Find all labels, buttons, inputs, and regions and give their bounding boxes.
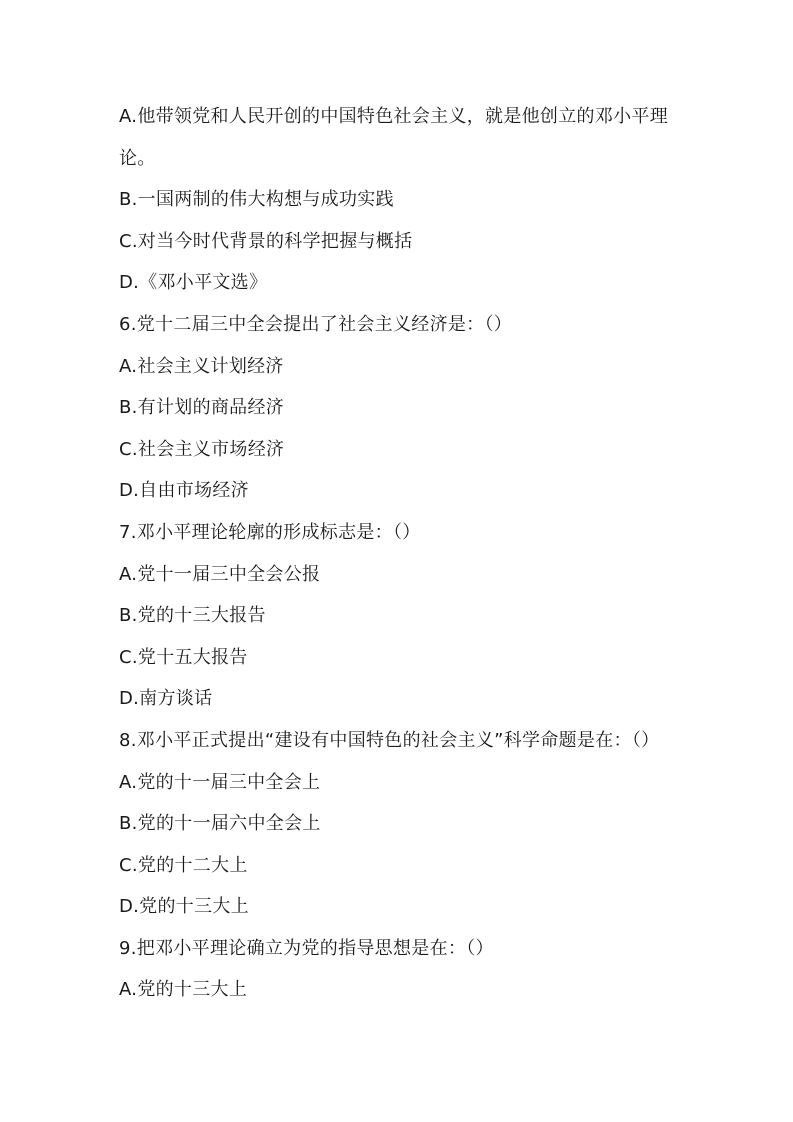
option-b: B.一国两制的伟大构想与成功实践 [119,189,394,211]
question-8-option-b: B.党的十一届六中全会上 [119,813,321,835]
question-8-option-d: D.党的十三大上 [119,896,249,918]
option-a-text-line-1: A.他带领党和人民开创的中国特色社会主义，就是他创立的邓小平理 [119,106,669,127]
question-6: 6.党十二届三中全会提出了社会主义经济是：（） [119,313,513,335]
question-6-option-b: B.有计划的商品经济 [119,397,285,419]
question-7: 7.邓小平理论轮廓的形成标志是：（） [119,521,421,543]
question-8-option-c: C.党的十二大上 [119,854,248,876]
question-7-option-b: B.党的十三大报告 [119,605,266,627]
question-6-option-a: A.社会主义计划经济 [119,355,284,377]
option-c: C.对当今时代背景的科学把握与概括 [119,230,413,252]
document-body [119,96,689,1011]
question-7-option-c: C.党十五大报告 [119,646,248,668]
question-8: 8.邓小平正式提出“建设有中国特色的社会主义”科学命题是在：（） [119,729,660,751]
question-9-option-a: A.党的十三大上 [119,979,248,1001]
option-d: D.《邓小平文选》 [119,272,268,294]
question-7-option-d: D.南方谈话 [119,688,213,710]
option-a-text-line-2: 论。 [119,147,156,169]
question-6-option-c: C.社会主义市场经济 [119,438,285,460]
question-8-option-a: A.党的十一届三中全会上 [119,771,321,793]
question-6-option-d: D.自由市场经济 [119,480,249,502]
question-7-option-a: A.党十一届三中全会公报 [119,563,321,585]
question-9: 9.把邓小平理论确立为党的指导思想是在：（） [119,937,494,959]
